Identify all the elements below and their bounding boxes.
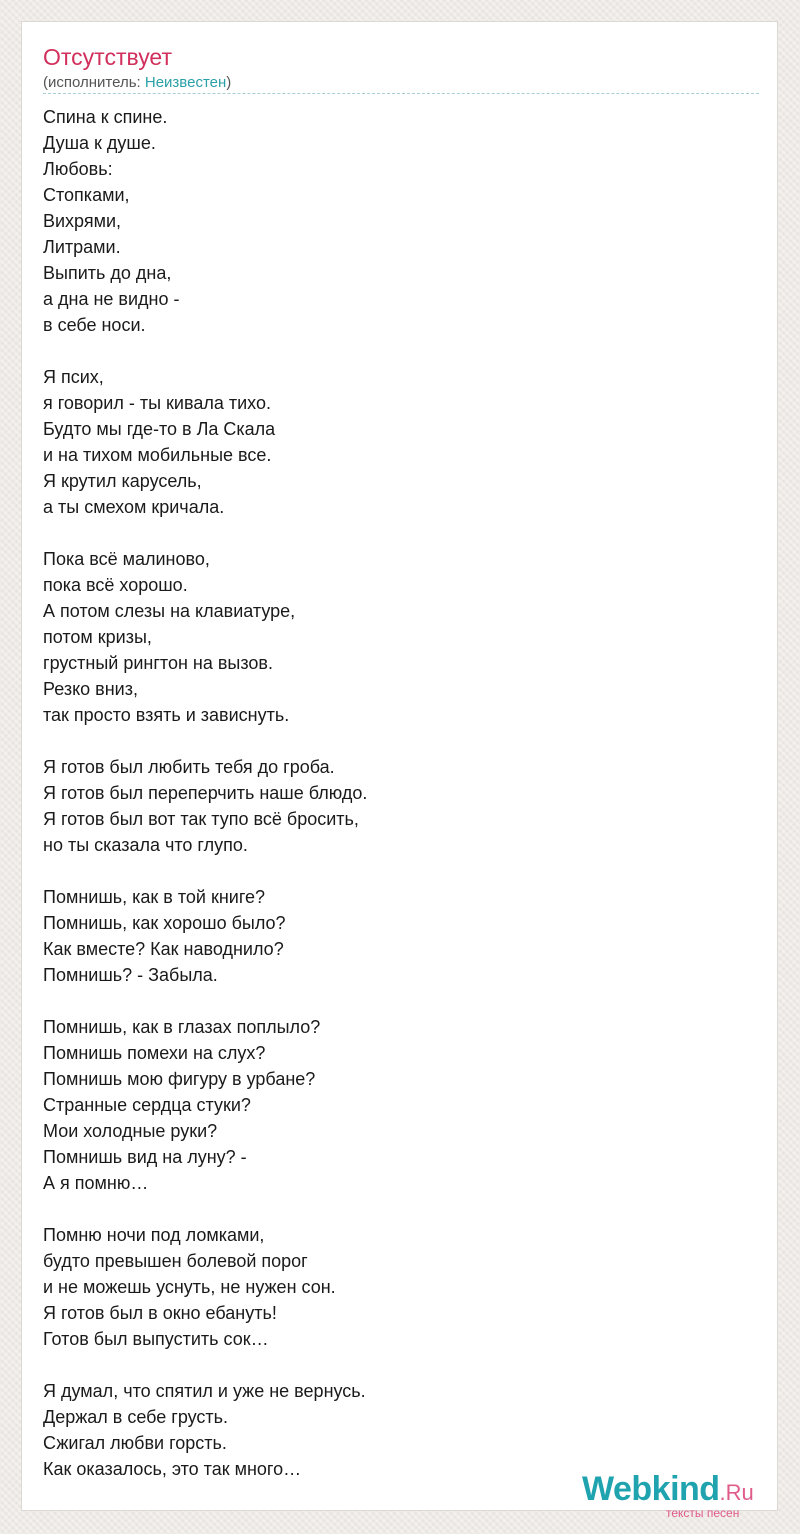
stanza-break bbox=[43, 520, 743, 546]
lyric-line: а ты смехом кричала. bbox=[43, 497, 225, 517]
stanza-break bbox=[43, 858, 743, 884]
stanza-break bbox=[43, 1196, 743, 1222]
lyric-line: Резко вниз, bbox=[43, 679, 138, 699]
lyric-line: Спина к спине. bbox=[43, 107, 168, 127]
artist-suffix: ) bbox=[226, 74, 232, 91]
lyric-line: Я псих, bbox=[43, 367, 104, 387]
lyric-line: Я готов был любить тебя до гроба. bbox=[43, 757, 335, 777]
lyric-line: Стопками, bbox=[43, 185, 130, 205]
song-title: Отсутствует bbox=[43, 44, 172, 70]
stanza-break bbox=[43, 988, 743, 1014]
lyric-line: Помнишь мою фигуру в урбане? bbox=[43, 1069, 316, 1089]
artist-link[interactable]: Неизвестен bbox=[144, 74, 227, 91]
lyric-line: Сжигал любви горсть. bbox=[43, 1433, 227, 1453]
lyric-line: Помнишь? - Забыла. bbox=[43, 965, 218, 985]
lyric-line: Помнишь, как хорошо было? bbox=[43, 913, 286, 933]
lyric-line: Я готов был переперчить наше блюдо. bbox=[43, 783, 368, 803]
lyric-line: я говорил - ты кивала тихо. bbox=[43, 393, 271, 413]
lyric-line: Душа к душе. bbox=[43, 133, 156, 153]
stanza-break bbox=[43, 1352, 743, 1378]
lyric-line: потом кризы, bbox=[43, 627, 152, 647]
logo-tagline: тексты песен bbox=[666, 1506, 740, 1520]
lyric-line: Как оказалось, это так много… bbox=[43, 1459, 302, 1479]
lyric-line: Странные сердца стуки? bbox=[43, 1095, 251, 1115]
lyric-line: Литрами. bbox=[43, 237, 121, 257]
stanza-break bbox=[43, 728, 743, 754]
lyric-line: А я помню… bbox=[43, 1173, 149, 1193]
lyric-line: Помнишь вид на луну? - bbox=[43, 1147, 247, 1167]
site-logo[interactable] bbox=[582, 1470, 782, 1520]
lyric-line: Готов был выпустить сок… bbox=[43, 1329, 269, 1349]
lyric-line: Я думал, что спятил и уже не вернусь. bbox=[43, 1381, 366, 1401]
lyric-line: Будто мы где-то в Ла Скала bbox=[43, 419, 276, 439]
title-divider bbox=[43, 93, 759, 94]
lyric-line: А потом слезы на клавиатуре, bbox=[43, 601, 296, 621]
lyric-line: пока всё хорошо. bbox=[43, 575, 188, 595]
lyric-line: будто превышен болевой порог bbox=[43, 1251, 308, 1271]
artist-meta bbox=[43, 73, 231, 93]
lyric-line: Я готов был вот так тупо всё бросить, bbox=[43, 809, 359, 829]
lyric-line: Выпить до дна, bbox=[43, 263, 172, 283]
lyric-line: Помнишь помехи на слух? bbox=[43, 1043, 266, 1063]
lyric-line: и на тихом мобильные все. bbox=[43, 445, 272, 465]
lyric-line: Помню ночи под ломками, bbox=[43, 1225, 265, 1245]
lyrics-text bbox=[43, 104, 743, 1482]
lyric-line: Помнишь, как в той книге? bbox=[43, 887, 266, 907]
logo-tld: .Ru bbox=[719, 1480, 754, 1505]
lyric-line: Вихрями, bbox=[43, 211, 122, 231]
lyrics-card bbox=[21, 21, 778, 1520]
lyric-line: грустный рингтон на вызов. bbox=[43, 653, 273, 673]
lyric-line: и не можешь уснуть, не нужен сон. bbox=[43, 1277, 336, 1297]
lyric-line: Помнишь, как в глазах поплыло? bbox=[43, 1017, 321, 1037]
lyric-line: Мои холодные руки? bbox=[43, 1121, 218, 1141]
lyric-line: Я крутил карусель, bbox=[43, 471, 202, 491]
lyric-line: Как вместе? Как наводнило? bbox=[43, 939, 284, 959]
lyric-line: в себе носи. bbox=[43, 315, 146, 335]
lyric-line: Держал в себе грусть. bbox=[43, 1407, 229, 1427]
lyric-line: Любовь: bbox=[43, 159, 113, 179]
lyric-line: Я готов был в окно ебануть! bbox=[43, 1303, 277, 1323]
logo-name: Webkind bbox=[582, 1470, 720, 1508]
stanza-break bbox=[43, 338, 743, 364]
artist-prefix: (исполнитель: bbox=[43, 74, 145, 91]
lyric-line: Пока всё малиново, bbox=[43, 549, 210, 569]
lyric-line: а дна не видно - bbox=[43, 289, 180, 309]
lyric-line: так просто взять и зависнуть. bbox=[43, 705, 290, 725]
lyric-line: но ты сказала что глупо. bbox=[43, 835, 248, 855]
